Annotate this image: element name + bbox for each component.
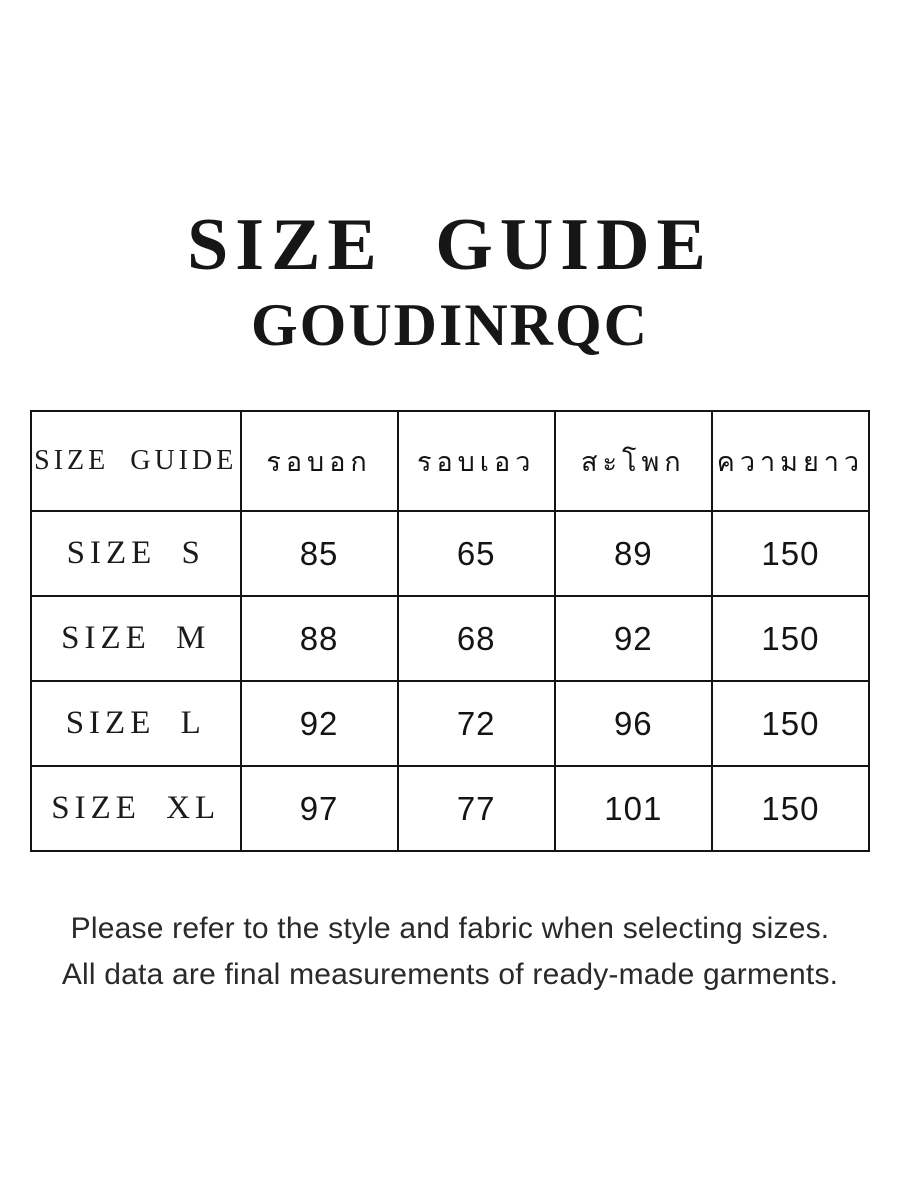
note-line-1: Please refer to the style and fabric when selecting sizes. bbox=[70, 912, 830, 945]
row-label: SIZE XL bbox=[31, 766, 241, 851]
table-row-size-xl bbox=[31, 766, 869, 851]
cell-waist: 65 bbox=[398, 511, 555, 596]
cell-waist: 68 bbox=[398, 596, 555, 681]
cell-chest: 92 bbox=[241, 681, 398, 766]
cell-length: 150 bbox=[712, 766, 869, 851]
cell-chest: 85 bbox=[241, 511, 398, 596]
cell-length: 150 bbox=[712, 681, 869, 766]
size-table bbox=[30, 410, 870, 852]
column-header-waist: รอบเอว bbox=[398, 411, 555, 511]
cell-waist: 77 bbox=[398, 766, 555, 851]
cell-chest: 97 bbox=[241, 766, 398, 851]
cell-waist: 72 bbox=[398, 681, 555, 766]
cell-length: 150 bbox=[712, 511, 869, 596]
column-header-length: ความยาว bbox=[712, 411, 869, 511]
brand-name: GOUDINRQC bbox=[250, 292, 649, 358]
row-label: SIZE S bbox=[31, 511, 241, 596]
row-label: SIZE M bbox=[31, 596, 241, 681]
note-line-2: All data are final measurements of ready-made garments. bbox=[61, 958, 839, 991]
title-block bbox=[0, 0, 900, 357]
column-header-size-guide: SIZE GUIDE bbox=[31, 411, 241, 511]
cell-hip: 101 bbox=[555, 766, 712, 851]
table-row-size-m bbox=[31, 596, 869, 681]
cell-length: 150 bbox=[712, 596, 869, 681]
column-header-chest: รอบอก bbox=[241, 411, 398, 511]
table-row-size-l bbox=[31, 681, 869, 766]
footer-notes bbox=[0, 909, 900, 995]
cell-hip: 92 bbox=[555, 596, 712, 681]
table-row-size-s bbox=[31, 511, 869, 596]
column-header-hip: สะโพก bbox=[555, 411, 712, 511]
page-title: SIZE GUIDE bbox=[187, 204, 713, 286]
cell-chest: 88 bbox=[241, 596, 398, 681]
cell-hip: 89 bbox=[555, 511, 712, 596]
cell-hip: 96 bbox=[555, 681, 712, 766]
table-header-row bbox=[31, 411, 869, 511]
row-label: SIZE L bbox=[31, 681, 241, 766]
